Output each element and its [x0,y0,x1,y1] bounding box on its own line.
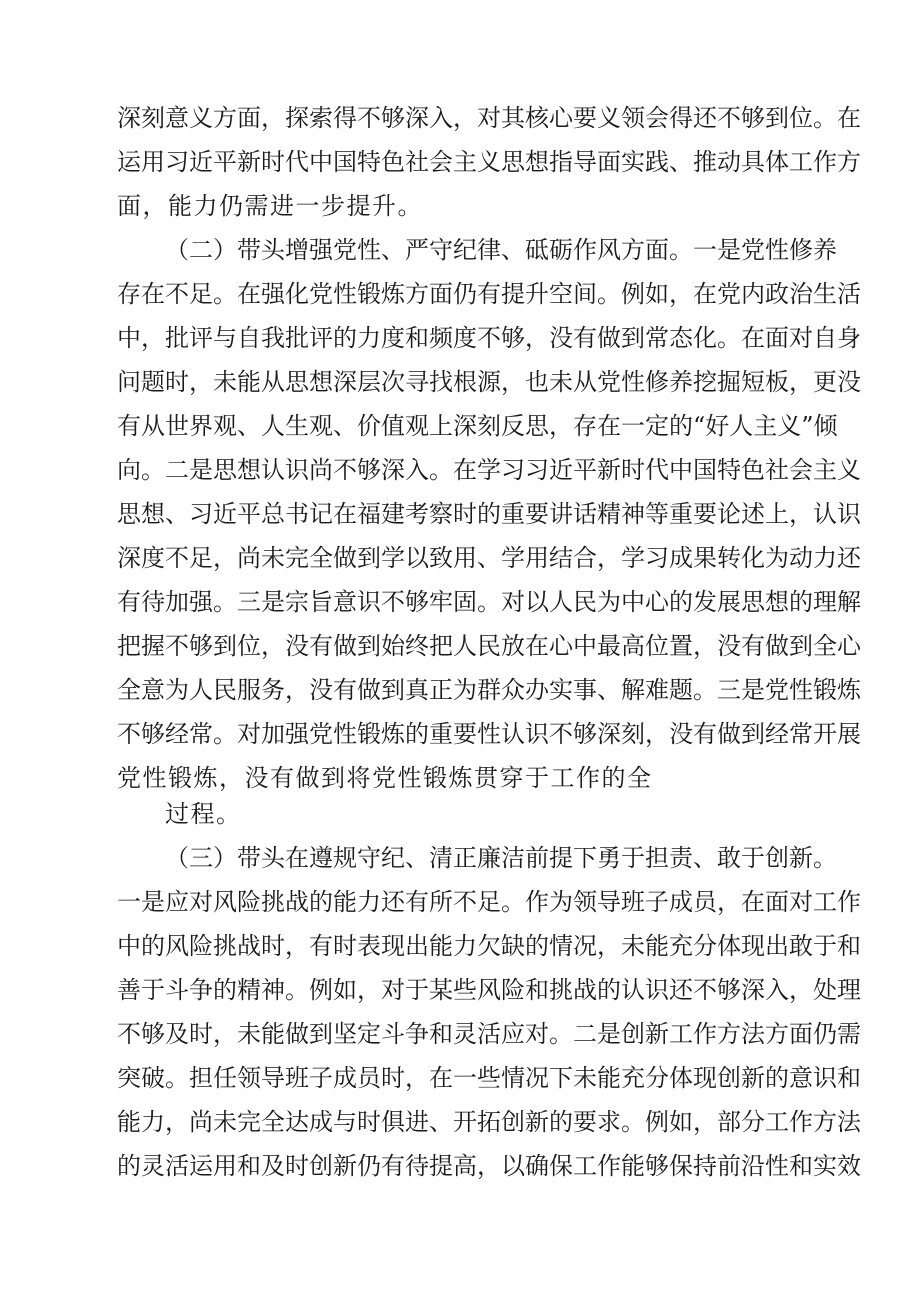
text-line: 存在不足。在强化党性锻炼方面仍有提升空间。例如，在党内政治生活 [117,280,861,308]
text-line: 党性锻炼，没有做到将党性锻炼贯穿于工作的全 [117,764,653,792]
text-line: 向。二是思想认识尚不够深入。在学习习近平新时代中国特色社会主义 [117,456,861,484]
text-line: 有待加强。三是宗旨意识不够牢固。对以人民为中心的发展思想的理解 [117,588,861,616]
text-line: 思想、习近平总书记在福建考察时的重要讲话精神等重要论述上，认识 [117,500,861,528]
section-3-heading-line: （三）带头在遵规守纪、清正廉洁前提下勇于担责、敢于创新。 [165,844,837,872]
text-line: 深度不足，尚未完全做到学以致用、学用结合，学习成果转化为动力还 [117,544,861,572]
text-line: 全意为人民服务，没有做到真正为群众办实事、解难题。三是党性锻炼 [117,676,861,704]
text-line: 面，能力仍需进一步提升。 [117,192,423,220]
text-line: 过程。 [165,800,242,828]
text-line: 一是应对风险挑战的能力还有所不足。作为领导班子成员，在面对工作 [117,888,861,916]
text-line: 深刻意义方面，探索得不够深入，对其核心要义领会得还不够到位。在 [117,104,861,132]
text-line: 运用习近平新时代中国特色社会主义思想指导面实践、推动具体工作方 [117,148,861,176]
text-line: 把握不够到位，没有做到始终把人民放在心中最高位置，没有做到全心 [117,632,861,660]
text-line: 的灵活运用和及时创新仍有待提高，以确保工作能够保持前沿性和实效 [117,1152,861,1180]
text-line: 不够经常。对加强党性锻炼的重要性认识不够深刻，没有做到经常开展 [117,720,861,748]
text-line: 善于斗争的精神。例如，对于某些风险和挑战的认识还不够深入，处理 [117,976,861,1004]
text-line: 问题时，未能从思想深层次寻找根源，也未从党性修养挖掘短板，更没 [117,368,861,396]
text-line: 中，批评与自我批评的力度和频度不够，没有做到常态化。在面对自身 [117,324,861,352]
text-line: 有从世界观、人生观、价值观上深刻反思，存在一定的“好人主义”倾 [117,412,838,440]
text-line: 中的风险挑战时，有时表现出能力欠缺的情况，未能充分体现出敢于和 [117,932,861,960]
text-line: 不够及时，未能做到坚定斗争和灵活应对。二是创新工作方法方面仍需 [117,1020,861,1048]
text-line: 突破。担任领导班子成员时，在一些情况下未能充分体现创新的意识和 [117,1064,861,1092]
text-line: 能力，尚未完全达成与时俱进、开拓创新的要求。例如，部分工作方法 [117,1108,861,1136]
section-2-heading-line: （二）带头增强党性、严守纪律、砥砺作风方面。一是党性修养 [165,236,837,264]
